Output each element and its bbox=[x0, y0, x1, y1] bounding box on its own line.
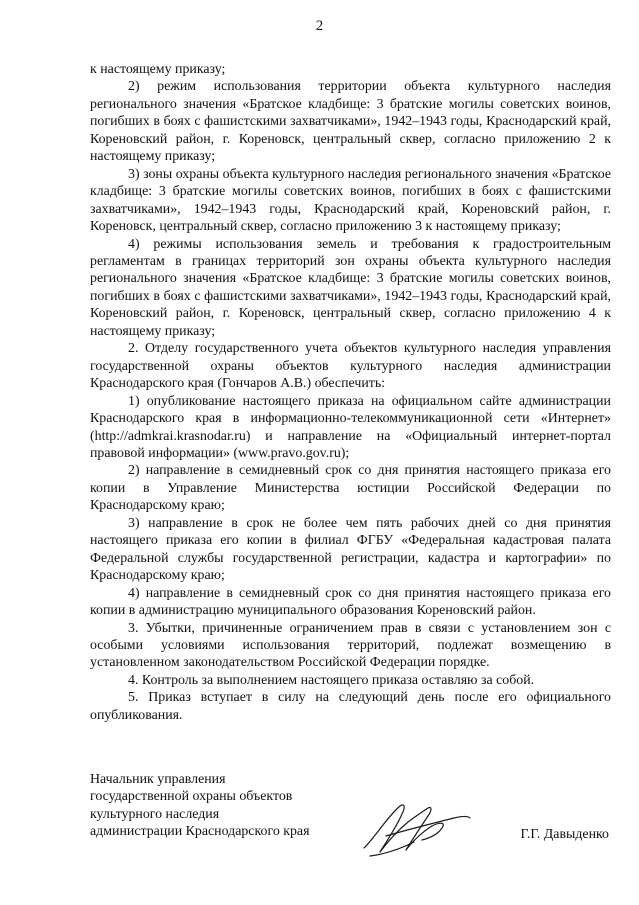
paragraph-8: 4) направление в семидневный срок со дня принятия настоящего приказа его копии в администрацию муниципального образования Кореновский район. bbox=[90, 585, 611, 619]
signatory-title-line-4: администрации Краснодарского края bbox=[90, 824, 310, 840]
paragraph-5: 1) опубликование настоящего приказа на официальном сайте администрации Краснодарского края в информационно-телекоммуникационной сети «Интернет» (http://admkrai.krasnodar.ru) и направление на «Официальный интернет-портал правовой информации» (www.pravo.gov.ru); bbox=[90, 393, 611, 461]
signatory-title-line-2: государственной охраны объектов bbox=[90, 789, 293, 805]
paragraph-11: 5. Приказ вступает в силу на следующий день после его официального опубликования. bbox=[90, 690, 611, 723]
paragraph-1: 2) режим использования территории объекта культурного наследия регионального значения «Братское кладбище: 3 братские могилы советских воинов, погибших в боях с фашистскими захватчиками», 1942–1943 годы, Краснодарский край, Кореновский район, г. Кореновск, центральный сквер, согласно приложению 2 к настоящему приказу; bbox=[90, 79, 611, 165]
handwritten-signature bbox=[356, 796, 476, 860]
signatory-title-line-3: культурного наследия bbox=[90, 806, 220, 822]
signatory-name: Г.Г. Давыденко bbox=[520, 827, 609, 842]
paragraph-2: 3) зоны охраны объекта культурного наследия регионального значения «Братское кладбище: 3 братские могилы советских воинов, погибших в боях с фашистскими захватчиками», 1942–1943 годы, Краснодарский край, Кореновский район, г. Кореновск, центральный сквер, согласно приложению 3 к настоящему приказу; bbox=[90, 166, 611, 235]
paragraph-3: 4) режимы использования земель и требования к градостроительным регламентам в границах территорий зон охраны объекта культурного наследия регионального значения «Братское кладбище: 3 братские могилы советских воинов, погибших в боях с фашистскими захватчиками», 1942–1943 годы, Краснодарский край, Кореновский район, г. Кореновск, центральный сквер, согласно приложению 4 к настоящему приказу; bbox=[90, 236, 611, 339]
page-number: 2 bbox=[315, 18, 324, 34]
paragraph-0: к настоящему приказу; bbox=[90, 62, 226, 77]
paragraph-9: 3. Убытки, причиненные ограничением прав в связи с установлением зон с особыми условиями использования территорий, подлежат возмещению в установленном законодательством Российской Федерации порядке. bbox=[90, 620, 611, 671]
signatory-title-line-1: Начальник управления bbox=[90, 772, 226, 787]
paragraph-10: 4. Контроль за выполнением настоящего приказа оставляю за собой. bbox=[128, 672, 535, 688]
paragraph-6: 2) направление в семидневный срок со дня принятия настоящего приказа его копии в Управление Министерства юстиции Российской Федерации по Краснодарскому краю; bbox=[90, 463, 611, 514]
document-body bbox=[90, 61, 611, 724]
paragraph-7: 3) направление в срок не более чем пять рабочих дней со дня принятия настоящего приказа его копии в филиал ФГБУ «Федеральная кадастровая палата Федеральной службы государственной регистрации, кадастра и картографии» по Краснодарскому краю; bbox=[90, 515, 611, 584]
paragraph-4: 2. Отделу государственного учета объектов культурного наследия управления государственной охраны объектов культурного наследия администрации Краснодарского края (Гончаров А.В.) обеспечить: bbox=[90, 341, 611, 392]
